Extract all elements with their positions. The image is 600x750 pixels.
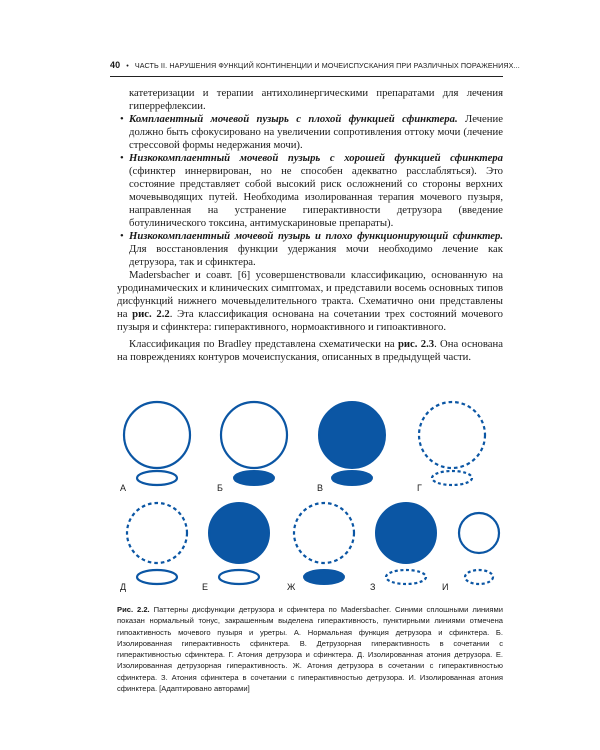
bladder-shape (459, 513, 499, 553)
intro-paragraph: катетеризации и терапии антихолинергическими препаратами для лечения гиперрефлексии. (129, 87, 503, 112)
bullet-term: Низкокомплаентный мочевой пузырь с хорошей функцией сфинктера (129, 152, 503, 164)
bullet-mark: • (120, 230, 124, 242)
figure-2-2 (117, 399, 503, 605)
sphincter-shape (304, 570, 344, 584)
sphincter-shape (234, 471, 274, 485)
bullet-term: Комплаентный мочевой пузырь с плохой функцией сфинктера. (129, 113, 458, 125)
bladder-shape (124, 402, 190, 468)
figure-reference[interactable]: рис. 2.3 (397, 338, 435, 350)
panel-label: Г (417, 483, 422, 493)
bladder-shape (319, 402, 385, 468)
paragraph-text: . Эта классификация основана на сочетании трех состояний мочевого пузыря и сфинктера: гиперактивного, нормоактивного и гипоактивного. (117, 308, 503, 333)
panel-label: Б (217, 483, 223, 493)
bullet-text: (сфинктер иннервирован, но не способен адекватно расслабляться). Это состояние представляет собой высокий риск осложнений со стороны верхних мочевыводящих путей. Необходима изолированная терапия мочевого пузыря, направленная на устранение гиперактивности детрузора (введение ботулинического токсина, антимускариновые препараты). (129, 165, 503, 229)
pattern-panel (370, 503, 436, 592)
sphincter-shape (386, 570, 426, 584)
pattern-panel (120, 402, 190, 493)
page-number: 40 (110, 60, 121, 70)
running-header (110, 60, 520, 77)
caption-label: Рис. 2.2. (117, 605, 150, 614)
panel-label: А (120, 483, 127, 493)
bullet-item (117, 113, 503, 152)
bullet-mark: • (120, 113, 124, 125)
pattern-panel (202, 503, 269, 592)
dysfunction-patterns-diagram (117, 399, 503, 605)
paragraph-madersbacher (117, 269, 503, 334)
figure-reference[interactable]: рис. 2.2 (132, 308, 170, 320)
pattern-panel (442, 513, 499, 592)
bladder-shape (127, 503, 187, 563)
pattern-panel (217, 402, 287, 493)
paragraph-text: Madersbacher и соавт. [6] усовершенствовали классификацию, основанную на уродинамических и клинических симптомах, и представили восемь основных типов дисфункций нижнего мочевыделительного тракта. Схематично они представлены на (117, 269, 503, 320)
panel-label: И (442, 582, 449, 592)
bullet-text: Для восстановления функции удержания мочи необходимо лечение как детрузора, так и сфинктера. (129, 243, 503, 268)
panel-label: Д (120, 582, 127, 592)
bullet-item (117, 152, 503, 230)
bladder-shape (419, 402, 485, 468)
paragraph-text: Классификация по Bradley представлена схематически на (129, 338, 395, 350)
panel-label: Ж (287, 582, 296, 592)
bullet-item (117, 230, 503, 269)
bladder-shape (376, 503, 436, 563)
bullet-mark: • (120, 152, 124, 164)
sphincter-shape (465, 570, 493, 584)
sphincter-shape (432, 471, 472, 485)
bladder-shape (221, 402, 287, 468)
body-text (117, 87, 503, 364)
sphincter-shape (137, 570, 177, 584)
header-bullet: • (126, 61, 129, 70)
pattern-panel (417, 402, 485, 493)
bladder-shape (209, 503, 269, 563)
figure-caption (117, 604, 503, 694)
bullet-text: Лечение должно быть сфокусировано на увеличении сопротивления оттоку мочи (лечение стрессовой формы недержания мочи). (129, 113, 503, 151)
caption-text: Паттерны дисфункции детрузора и сфинктера по Madersbacher. Синими сплошными линиями показан нормальный тонус, закрашенным выделена гиперактивность, пунктирными линиями отмечена гипоактивность мочевого пузыря и уретры. А. Нормальная функция детрузора и сфинктера. Б. Изолированная гиперактивность сфинктера. В. Детрузорная гиперактивность в сочетании с гиперактивностью сфинктера. Г. Атония детрузора и сфинктера. Д. Изолированная атония детрузора. Е. Изолированная детрузорная гиперактивность. Ж. Атония детрузора в сочетании с гиперактивностью сфинктера. З. Атония сфинктера в сочетании с гиперактивностью детрузора. И. Изолированная атония сфинктера. [Адаптировано авторами] (117, 605, 503, 694)
sphincter-shape (137, 471, 177, 485)
pattern-panel (120, 503, 187, 592)
bullet-term: Низкокомплаентный мочевой пузырь и плохо функционирующий сфинктер. (129, 230, 503, 242)
bladder-shape (294, 503, 354, 563)
panel-label: Е (202, 582, 209, 592)
paragraph-text: . Она основана на повреждениях контуров мочеиспускания, описанных в предыдущей части. (117, 338, 503, 363)
pattern-panel (287, 503, 354, 592)
panel-label: В (317, 483, 324, 493)
paragraph-bradley (117, 338, 503, 364)
header-title: ЧАСТЬ II. НАРУШЕНИЯ ФУНКЦИЙ КОНТИНЕНЦИИ И МОЧЕИСПУСКАНИЯ ПРИ РАЗЛИЧНЫХ ПОРАЖЕНИЯХ... (134, 61, 520, 70)
sphincter-shape (219, 570, 259, 584)
sphincter-shape (332, 471, 372, 485)
panel-label: З (370, 582, 376, 592)
pattern-panel (317, 402, 385, 493)
